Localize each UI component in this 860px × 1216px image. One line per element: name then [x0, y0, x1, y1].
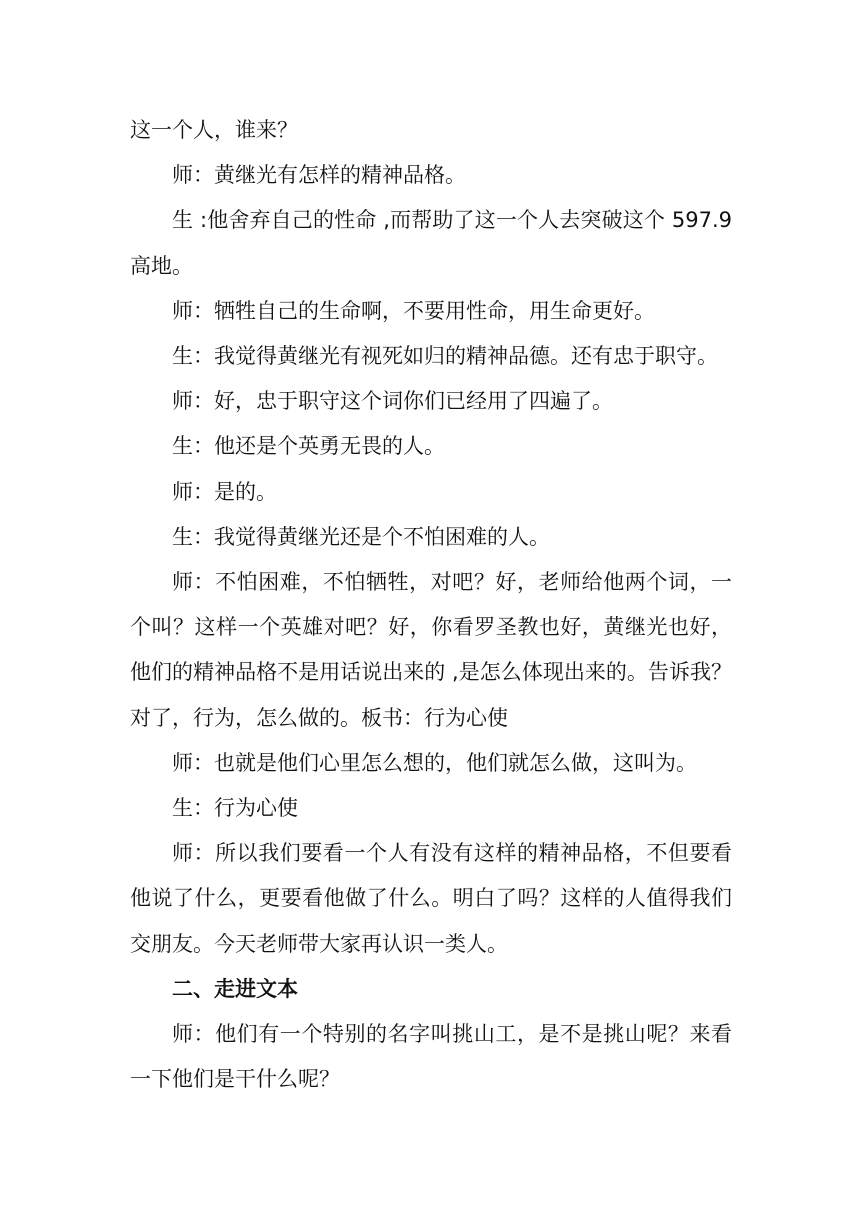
- paragraph-student: 生：我觉得黄继光还是个不怕困难的人。: [172, 524, 550, 549]
- document-body: [130, 108, 732, 1102]
- paragraph-student: 生：行为心使: [172, 796, 298, 821]
- paragraph-student: 生：我觉得黄继光有视死如归的精神品德。还有忠于职守。: [172, 344, 718, 369]
- paragraph-continuation: 这一个人，谁来？: [130, 118, 298, 142]
- paragraph-teacher: 师：是的。: [172, 479, 277, 504]
- section-heading: 二、走进文本: [172, 976, 298, 1001]
- paragraph-student: 生 :他舍弃自己的性命 ,而帮助了这一个人去突破这个 597.9 高地。: [130, 208, 732, 278]
- paragraph-teacher: 师：不怕困难，不怕牺牲，对吧？好，老师给他两个词，一个叫？这样一个英雄对吧？好，你看罗圣教也好，黄继光也好，他们的精神品格不是用话说出来的 ,是怎么体现出来的。告诉我？对了，行为，怎么做的。板书：行为心使: [130, 570, 732, 730]
- paragraph-teacher: 师：牺牲自己的生命啊，不要用性命，用生命更好。: [172, 298, 655, 323]
- paragraph-teacher: 师：好，忠于职守这个词你们已经用了四遍了。: [172, 389, 613, 414]
- paragraph-teacher: 师：也就是他们心里怎么想的，他们就怎么做，这叫为。: [172, 750, 697, 775]
- paragraph-teacher: 师：黄继光有怎样的精神品格。: [172, 163, 466, 188]
- paragraph-teacher: 师：他们有一个特别的名字叫挑山工，是不是挑山呢？来看一下他们是干什么呢？: [130, 1022, 732, 1092]
- paragraph-teacher: 师：所以我们要看一个人有没有这样的精神品格，不但要看他说了什么，更要看他做了什么。明白了吗？这样的人值得我们交朋友。今天老师带大家再认识一类人。: [130, 841, 732, 956]
- paragraph-student: 生：他还是个英勇无畏的人。: [172, 434, 445, 459]
